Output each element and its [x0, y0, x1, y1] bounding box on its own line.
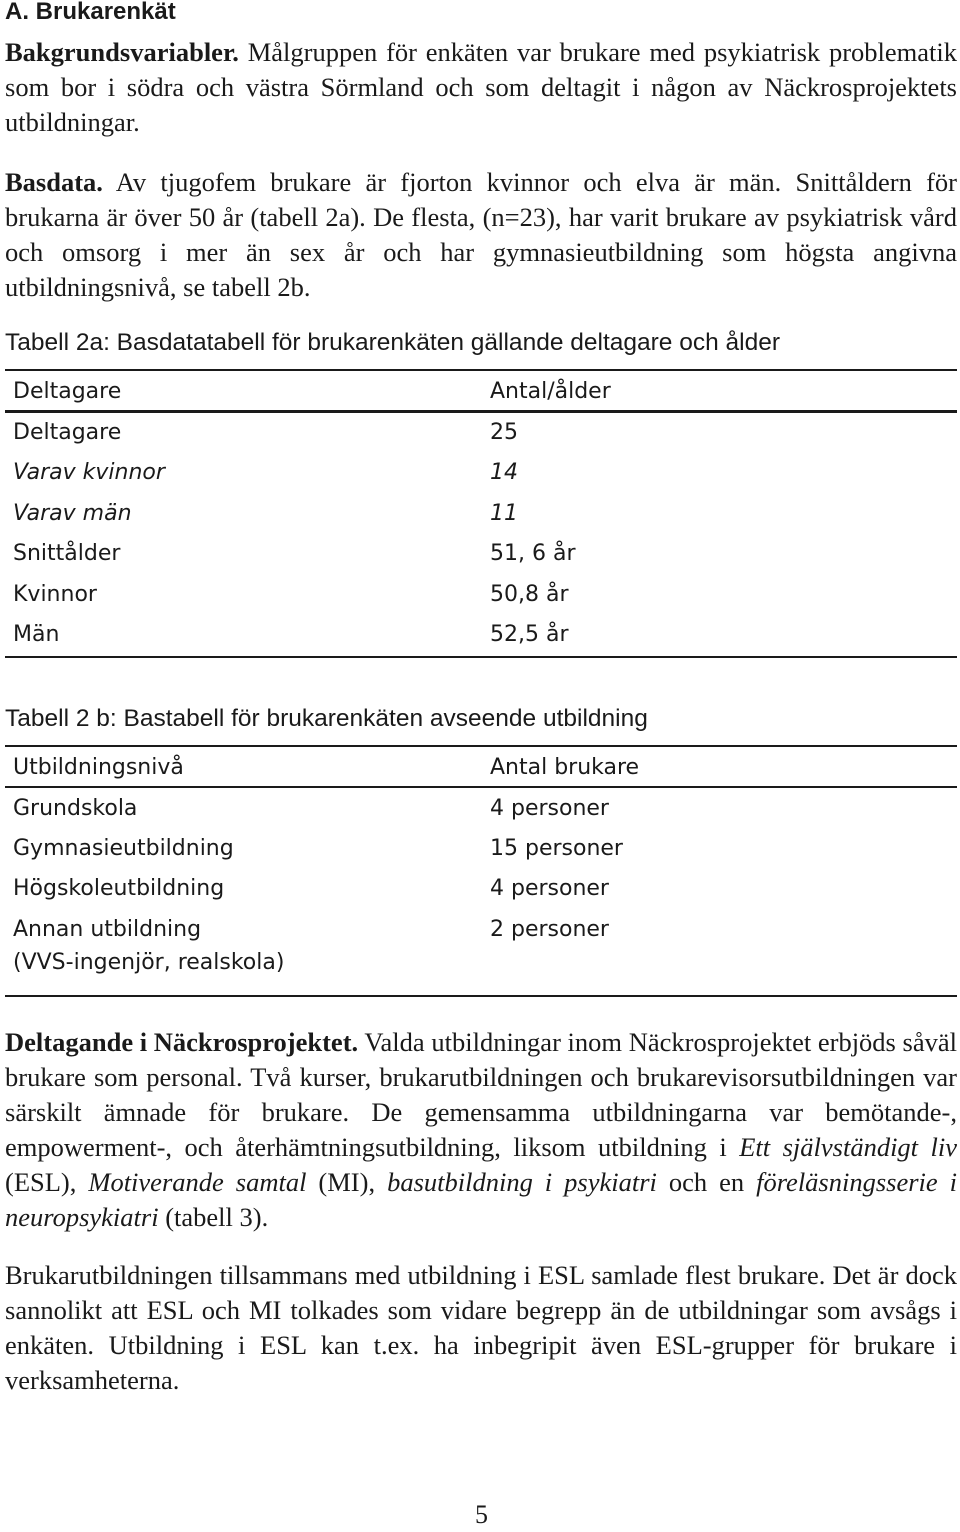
paragraph-text: (MI),	[306, 1167, 388, 1197]
table-header-cell: Antal/ålder	[490, 379, 611, 404]
table-cell-label: Högskoleutbildning	[13, 876, 225, 901]
table-cell-value: 51, 6 år	[490, 541, 576, 566]
paragraph-text: Målgruppen för enkäten var brukare med psykiatrisk problematik som bor i södra och västra Sörmland och som deltagit i någon av Näckrosprojektets utbildningar.	[5, 37, 957, 137]
table-cell-value: 4 personer	[490, 796, 609, 821]
table-bottom-rule	[5, 995, 957, 997]
table-cell-label: Gymnasieutbildning	[13, 836, 234, 861]
page-number: 5	[475, 1500, 488, 1529]
table-cell-value: 4 personer	[490, 876, 609, 901]
table-cell-label: Män	[13, 622, 60, 647]
course-name: Motiverande samtal	[88, 1167, 307, 1197]
table-2b-caption: Tabell 2 b: Bastabell för brukarenkäten avseende utbildning	[5, 705, 648, 732]
paragraph-participation	[5, 1025, 957, 1235]
table-cell-label: Varav kvinnor	[13, 460, 165, 485]
table-cell-value: 52,5 år	[490, 622, 569, 647]
table-cell-label: Grundskola	[13, 796, 138, 821]
paragraph-background-variables	[5, 35, 957, 140]
paragraph-lead: Deltagande i Näckrosprojektet.	[5, 1027, 359, 1057]
table-top-rule	[5, 745, 957, 747]
table-header-cell: Antal brukare	[490, 755, 640, 780]
table-2a-caption: Tabell 2a: Basdatatabell för brukarenkäten gällande deltagare och ålder	[5, 329, 781, 356]
table-header-cell: Utbildningsnivå	[13, 755, 184, 780]
table-cell-value: 11	[490, 501, 518, 526]
table-cell-value: 15 personer	[490, 836, 623, 861]
section-heading: A. Brukarenkät	[5, 0, 176, 25]
table-header-rule	[5, 786, 957, 788]
table-cell-value: 2 personer	[490, 917, 609, 942]
table-cell-label: Annan utbildning	[13, 917, 202, 942]
table-header-cell: Deltagare	[13, 379, 122, 404]
table-cell-label: Kvinnor	[13, 582, 97, 607]
paragraph-lead: Basdata.	[5, 167, 103, 197]
course-name: basutbildning i psykiatri	[387, 1167, 657, 1197]
table-cell-label-continued: (VVS-ingenjör, realskola)	[13, 950, 285, 975]
table-cell-value: 50,8 år	[490, 582, 569, 607]
paragraph-text: (ESL),	[5, 1167, 89, 1197]
paragraph-text: Valda utbildningar inom Näckrosprojektet erbjöds såväl brukare som personal. Två kurser, brukarutbildningen och brukarevisorsutbildningen var särskilt ämnade för brukare. De gemensamma utbildningarna var bemötande-, empowerment-, och återhämtningsutbildning, liksom utbildning i	[5, 1027, 957, 1162]
table-cell-label: Deltagare	[13, 420, 122, 445]
paragraph-basdata	[5, 165, 957, 305]
paragraph-brukarutbildningen: Brukarutbildningen tillsammans med utbildning i ESL samlade flest brukare. Det är dock sannolikt att ESL och MI tolkades som vidare begrepp än de utbildningar som avsågs i enkäten. Utbildning i ESL kan t.ex. ha inbegripit även ESL-grupper för brukare i verksamheterna.	[5, 1260, 957, 1395]
table-cell-label: Snittålder	[13, 541, 121, 566]
paragraph-text: och en	[656, 1167, 757, 1197]
paragraph-text: Av tjugofem brukare är fjorton kvinnor och elva är män. Snittåldern för brukarna är över 50 år (tabell 2a). De flesta, (n=23), har varit brukare av psykiatrisk vård och omsorg i mer än sex år och har gymnasieutbildning som högsta angivna utbildningsnivå, se tabell 2b.	[5, 167, 957, 302]
table-cell-value: 14	[490, 460, 518, 485]
course-name: föreläsningsserie i neuropsykiatri	[5, 1167, 958, 1232]
paragraph-lead: Bakgrundsvariabler.	[5, 37, 239, 67]
table-header-rule	[5, 410, 957, 413]
table-bottom-rule	[5, 656, 957, 658]
table-top-rule	[5, 369, 957, 371]
table-cell-value: 25	[490, 420, 518, 445]
table-cell-label: Varav män	[13, 501, 132, 526]
paragraph-text: (tabell 3).	[158, 1202, 269, 1232]
course-name: Ett självständigt liv	[739, 1132, 957, 1162]
